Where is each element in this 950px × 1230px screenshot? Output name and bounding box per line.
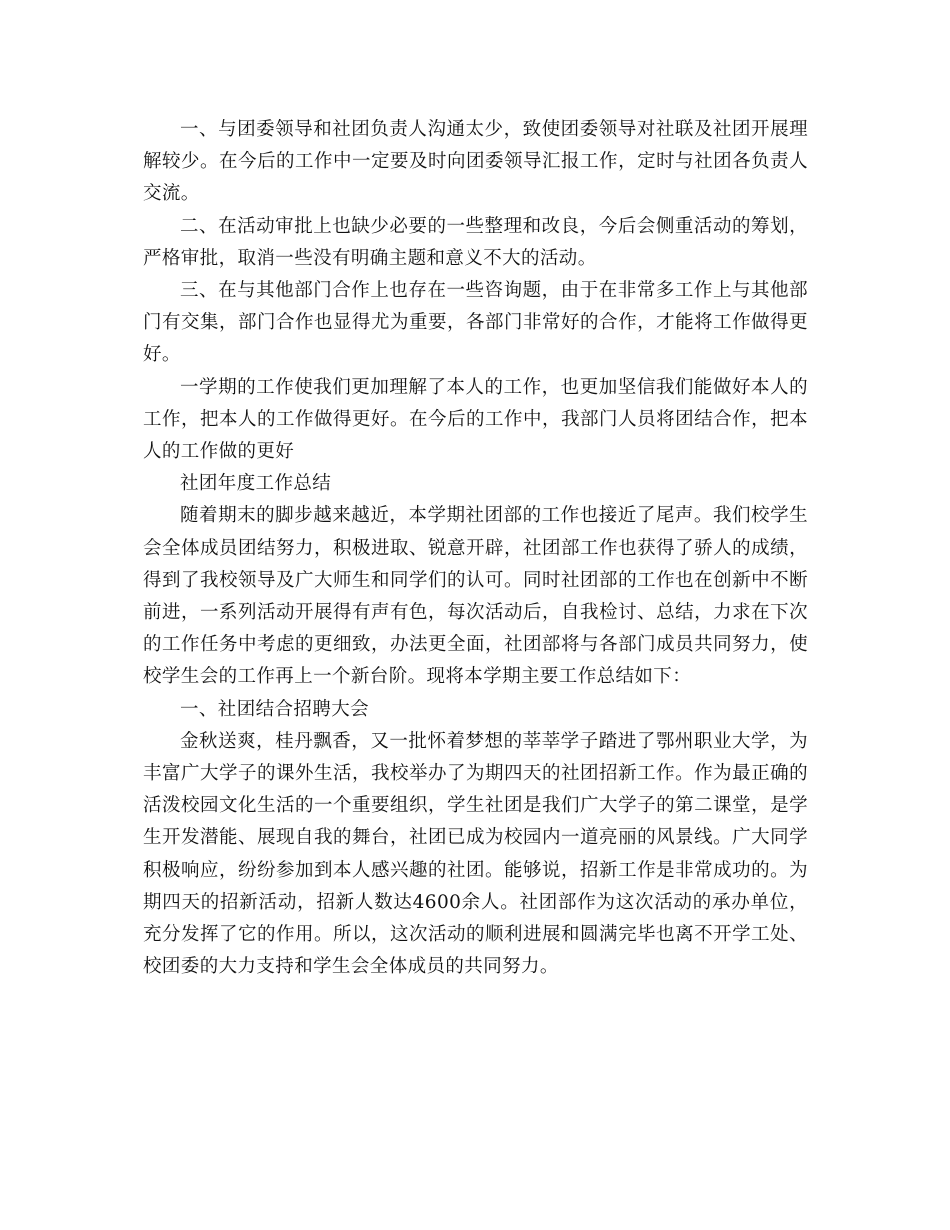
- paragraph-semester-summary: 一学期的工作使我们更加理解了本人的工作，也更加坚信我们能做好本人的工作，把本人的工作做得更好。在今后的工作中，我部门人员将团结合作，把本人的工作做的更好: [143, 376, 808, 463]
- paragraph-intro: 随着期末的脚步越来越近，本学期社团部的工作也接近了尾声。我们校学生会全体成员团结努力，积极进取、锐意开辟，社团部工作也获得了骄人的成绩，得到了我校领导及广大师生和同学们的认可。同时社团部的工作也在创新中不断前进，一系列活动开展得有声有色，每次活动后，自我检讨、总结，力求在下次的工作任务中考虑的更细致，办法更全面，社团部将与各部门成员共同努力，使校学生会的工作再上一个新台阶。现将本学期主要工作总结如下：: [143, 505, 808, 688]
- section-title: 社团年度工作总结: [180, 473, 332, 495]
- document-page: [143, 114, 808, 983]
- paragraph-approval: 二、在活动审批上也缺少必要的一些整理和改良，今后会侧重活动的筹划，严格审批，取消一些没有明确主题和意义不大的活动。: [143, 215, 808, 269]
- paragraph-cooperation: 三、在与其他部门合作上也存在一些咨询题，由于在非常多工作上与其他部门有交集，部门合作也显得尤为重要，各部门非常好的合作，才能将工作做得更好。: [143, 280, 808, 366]
- paragraph-recruitment: 金秋送爽，桂丹飘香，又一批怀着梦想的莘莘学子踏进了鄂州职业大学，为丰富广大学子的课外生活，我校举办了为期四天的社团招新工作。作为最正确的活泼校园文化生活的一个重要组织，学生社团是我们广大学子的第二课堂，是学生开发潜能、展现自我的舞台，社团已成为校园内一道亮丽的风景线。广大同学积极响应，纷纷参加到本人感兴趣的社团。能够说，招新工作是非常成功的。为期四天的招新活动，招新人数达4600余人。社团部作为这次活动的承办单位，充分发挥了它的作用。所以，这次活动的顺利进展和圆满完毕也离不开学工处、校团委的大力支持和学生会全体成员的共同努力。: [143, 730, 808, 978]
- paragraph-communication: 一、与团委领导和社团负责人沟通太少，致使团委领导对社联及社团开展理解较少。在今后的工作中一定要及时向团委领导汇报工作，定时与社团各负责人交流。: [143, 119, 808, 205]
- subsection-heading: 一、社团结合招聘大会: [180, 698, 370, 720]
